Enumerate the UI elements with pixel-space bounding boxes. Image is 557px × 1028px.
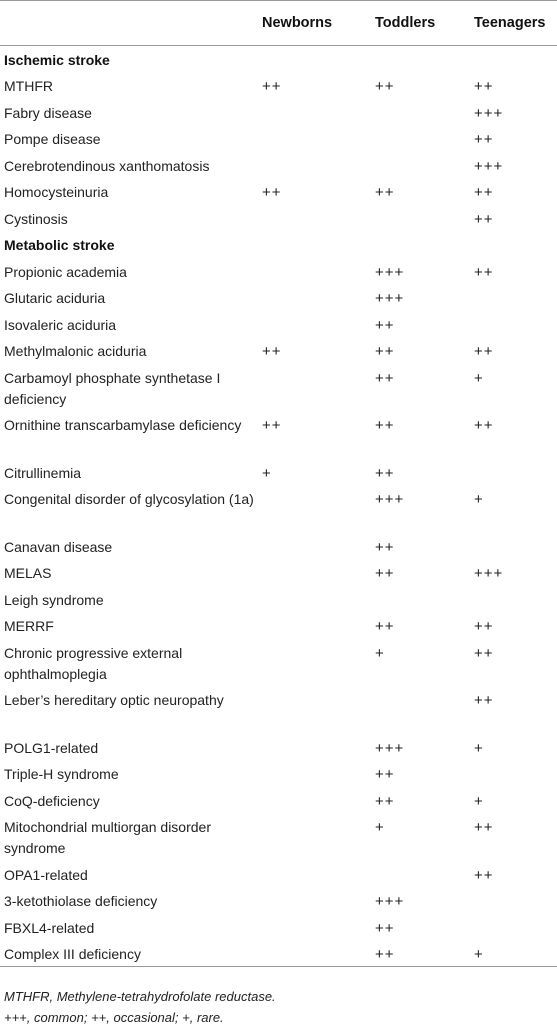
newborns-cell (258, 639, 371, 687)
teenagers-cell (470, 887, 557, 914)
newborns-cell: ++ (262, 184, 282, 201)
disorder-cell: 3-ketothiolase deficiency (4, 893, 158, 909)
table-row (0, 940, 557, 967)
toddlers-cell: ++ (375, 78, 395, 95)
disorder-cell: Citrullinemia (4, 464, 82, 481)
disorder-cell: Ornithine transcarbamylase deficiency (4, 417, 242, 433)
teenagers-cell: + (474, 792, 484, 810)
toddlers-cell: ++ (375, 369, 395, 387)
toddlers-cell (371, 686, 470, 734)
newborns-cell (258, 152, 371, 179)
toddlers-cell (371, 152, 470, 179)
teenagers-cell (470, 914, 557, 941)
toddlers-cell: +++ (375, 263, 405, 281)
toddlers-cell: ++ (371, 940, 470, 967)
toddlers-cell: ++ (375, 766, 395, 783)
table-row (0, 284, 557, 311)
disorder-cell: MELAS (4, 565, 52, 581)
teenagers-cell (470, 533, 557, 560)
disorder-cell: MTHFR (4, 78, 53, 94)
header-disorder (0, 1, 258, 46)
header-toddlers: Toddlers (371, 1, 470, 46)
toddlers-cell: ++ (375, 184, 395, 201)
newborns-cell (258, 914, 371, 941)
newborns-cell (258, 940, 371, 967)
newborns-cell (258, 861, 371, 888)
table-row (0, 760, 557, 787)
section-heading: Metabolic stroke (4, 237, 115, 253)
toddlers-cell: ++ (375, 464, 395, 482)
newborns-cell (258, 284, 371, 311)
table-row (0, 178, 557, 205)
teenagers-cell: +++ (474, 157, 504, 175)
teenagers-cell: +++ (474, 104, 504, 122)
newborns-cell (258, 734, 371, 761)
newborns-cell: + (262, 464, 272, 482)
teenagers-cell (470, 586, 557, 613)
table-row (0, 686, 557, 734)
newborns-cell (258, 586, 371, 613)
toddlers-cell: ++ (375, 565, 395, 582)
newborns-cell (258, 813, 371, 861)
teenagers-cell: ++ (474, 692, 494, 709)
teenagers-cell (470, 760, 557, 787)
section-row (0, 231, 557, 258)
disorder-cell: Triple-H syndrome (4, 766, 119, 782)
table-row (0, 887, 557, 914)
disorder-cell: Congenital disorder of glycosylation (1a) (4, 491, 254, 507)
toddlers-cell: +++ (375, 893, 405, 910)
table-body (0, 46, 557, 967)
teenagers-cell: + (474, 491, 484, 508)
footnote-abbreviation: MTHFR, Methylene-tetrahydrofolate reductase. (4, 989, 276, 1004)
table-row (0, 914, 557, 941)
footnote-legend: +++, common; ++, occasional; +, rare. (4, 1010, 224, 1025)
disorder-cell: MERRF (4, 618, 54, 634)
teenagers-cell (470, 311, 557, 338)
disorder-cell: POLG1-related (4, 739, 99, 756)
newborns-cell (258, 99, 371, 126)
table-row (0, 612, 557, 639)
toddlers-cell: + (375, 819, 385, 836)
toddlers-cell: ++ (375, 316, 395, 334)
teenagers-cell: ++ (474, 131, 494, 148)
toddlers-cell: ++ (375, 618, 395, 635)
table-row (0, 639, 557, 687)
newborns-cell (258, 258, 371, 285)
disorder-cell: FBXL4-related (4, 919, 95, 936)
toddlers-cell: ++ (375, 343, 395, 360)
toddlers-cell (371, 205, 470, 232)
header-newborns: Newborns (258, 1, 371, 46)
teenagers-cell: ++ (474, 263, 494, 281)
newborns-cell (258, 612, 371, 639)
disorder-cell: Cerebrotendinous xanthomatosis (4, 157, 210, 174)
toddlers-cell: ++ (375, 919, 395, 937)
toddlers-cell: +++ (375, 290, 405, 307)
newborns-cell (258, 760, 371, 787)
toddlers-cell (371, 861, 470, 888)
table-row (0, 152, 557, 179)
disorder-cell: Pompe disease (4, 131, 101, 147)
newborns-cell (258, 559, 371, 586)
teenagers-cell: ++ (474, 417, 494, 434)
teenagers-cell: +++ (474, 565, 504, 582)
toddlers-cell: +++ (375, 491, 405, 508)
disorder-cell: Homocysteinuria (4, 184, 109, 200)
teenagers-cell: ++ (474, 866, 494, 884)
teenagers-cell (470, 284, 557, 311)
toddlers-cell: + (375, 644, 385, 662)
newborns-cell (258, 887, 371, 914)
toddlers-cell: +++ (375, 739, 405, 757)
disorder-cell: Glutaric aciduria (4, 290, 106, 306)
newborns-cell: ++ (262, 343, 282, 360)
table-row (0, 559, 557, 586)
table-row (0, 787, 557, 814)
newborns-cell (258, 787, 371, 814)
toddlers-cell: ++ (375, 417, 395, 434)
toddlers-cell (371, 586, 470, 613)
table-row (0, 813, 557, 861)
disorder-cell: Chronic progressive external ophthalmoplegia (4, 644, 183, 682)
teenagers-cell: ++ (474, 644, 494, 662)
disorder-cell: Carbamoyl phosphate synthetase I deficiency (4, 369, 221, 407)
newborns-cell (258, 485, 371, 533)
newborns-cell (258, 364, 371, 412)
teenagers-cell (470, 459, 557, 486)
table-row (0, 258, 557, 285)
disorder-cell: Mitochondrial multiorgan disorder syndrome (4, 819, 211, 856)
table-row (0, 337, 557, 364)
table-header (0, 1, 557, 46)
table-row (0, 125, 557, 152)
teenagers-cell: + (474, 739, 484, 757)
toddlers-cell: ++ (375, 538, 395, 556)
teenagers-cell: ++ (474, 343, 494, 360)
disorder-cell: OPA1-related (4, 866, 88, 883)
table-row (0, 99, 557, 126)
header-row (0, 1, 557, 46)
section-row (0, 46, 557, 73)
disorder-cell: Complex III deficiency (0, 940, 258, 967)
newborns-cell (258, 533, 371, 560)
newborns-cell (258, 205, 371, 232)
teenagers-cell: + (470, 940, 557, 967)
newborns-cell: ++ (262, 417, 282, 434)
newborns-cell: ++ (262, 78, 282, 95)
teenagers-cell: ++ (474, 210, 494, 228)
table-row (0, 485, 557, 533)
table-row (0, 411, 557, 459)
disorder-cell: Canavan disease (4, 538, 113, 555)
teenagers-cell: ++ (474, 819, 494, 836)
disorder-cell: Fabry disease (4, 104, 92, 121)
table-row (0, 72, 557, 99)
newborns-cell (258, 686, 371, 734)
disorder-cell: Isovaleric aciduria (4, 316, 117, 333)
toddlers-cell (371, 99, 470, 126)
disorder-cell: Leber’s hereditary optic neuropathy (4, 692, 224, 708)
disorder-cell: Methylmalonic aciduria (4, 343, 147, 359)
table-row (0, 311, 557, 338)
table-row (0, 364, 557, 412)
header-teenagers: Teenagers (470, 1, 557, 46)
table-row (0, 586, 557, 613)
toddlers-cell (371, 125, 470, 152)
table-row (0, 459, 557, 486)
table-row (0, 734, 557, 761)
section-heading: Ischemic stroke (4, 52, 110, 68)
toddlers-cell: ++ (375, 792, 395, 810)
teenagers-cell: ++ (474, 618, 494, 635)
disorder-cell: Cystinosis (4, 210, 68, 227)
disorder-cell: Leigh syndrome (4, 591, 104, 608)
teenagers-cell: ++ (474, 78, 494, 95)
disorder-cell: CoQ-deficiency (4, 792, 100, 809)
newborns-cell (258, 125, 371, 152)
newborns-cell (258, 311, 371, 338)
teenagers-cell: ++ (474, 184, 494, 201)
disorder-cell: Propionic academia (4, 263, 127, 280)
table-row (0, 533, 557, 560)
table-footnotes (4, 986, 276, 1028)
table-row (0, 861, 557, 888)
teenagers-cell: + (474, 369, 484, 387)
table-row (0, 205, 557, 232)
